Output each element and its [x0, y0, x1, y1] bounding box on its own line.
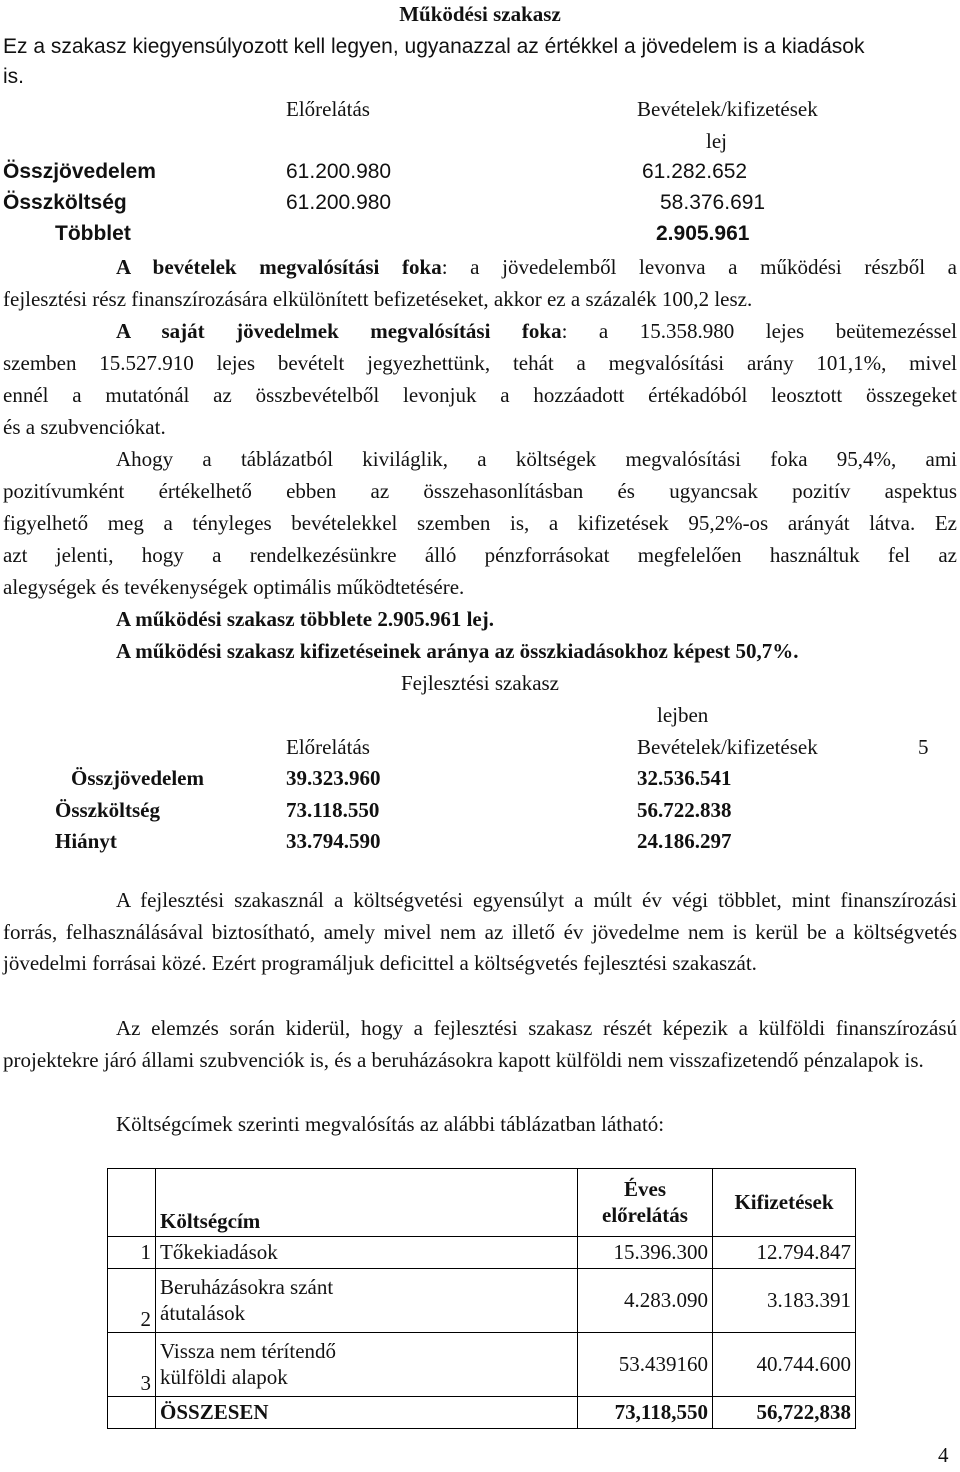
row-cost-title: [156, 1333, 578, 1397]
row-cost-title: [156, 1269, 578, 1333]
row-cost-title: Tőkekiadások: [156, 1237, 578, 1269]
header-cost-title: Költségcím: [156, 1169, 578, 1237]
operating-row-actual: 2.905.961: [656, 222, 750, 245]
operating-head-unit: lej: [706, 129, 727, 153]
operating-paragraph2-line1: [3, 319, 957, 343]
development-row-actual: 24.186.297: [637, 829, 732, 853]
table-total-row: [108, 1397, 856, 1429]
total-payments: 56,722,838: [713, 1397, 856, 1429]
header-annual-forecast: [578, 1169, 713, 1237]
operating-intro-line2: is.: [3, 65, 24, 88]
operating-paragraph3-line5: alegységek és tevékenységek optimális működtetésére.: [3, 575, 465, 599]
operating-surplus: A működési szakasz többlete 2.905.961 lej.: [116, 607, 494, 631]
operating-row-forecast: 61.200.980: [286, 160, 392, 183]
row-forecast: 4.283.090: [578, 1269, 713, 1333]
row-payments: 3.183.391: [713, 1269, 856, 1333]
operating-row-label: Összköltség: [3, 191, 127, 214]
operating-paragraph1-line2: fejlesztési rész finanszírozására elkülönített befizetéseket, akkor ez a százalék 100,2 lesz.: [3, 287, 753, 311]
operating-paragraph3-line3: figyelhető meg a tényleges bevételekkel szemben is, a kifizetések 95,2%-os arányát látva. Ez: [3, 511, 957, 535]
header-payments: Kifizetések: [713, 1169, 856, 1237]
table-row: [108, 1333, 856, 1397]
operating-intro-line1: Ez a szakasz kiegyensúlyozott kell legyen, ugyanazzal az értékkel a jövedelem is a kiadások: [3, 35, 865, 58]
operating-paragraph2-line3: ennél a mutatónál az összbevételből levonjuk a hozzáadott értékadóból leosztott összegeket: [3, 383, 957, 407]
own-income-degree-text: : a 15.358.980 lejes beütemezéssel: [561, 319, 957, 343]
row-cost-title-line1: Vissza nem térítendő: [160, 1339, 337, 1364]
operating-head-forecast: Előrelátás: [286, 97, 370, 121]
row-number: 2: [108, 1269, 156, 1333]
operating-row-actual: 58.376.691: [660, 191, 766, 214]
table-cell: [108, 1397, 156, 1429]
row-payments: 12.794.847: [713, 1237, 856, 1269]
total-label: ÖSSZESEN: [156, 1397, 578, 1429]
row-forecast: 15.396.300: [578, 1237, 713, 1269]
development-row-label: Összköltség: [55, 798, 160, 822]
row-number: 1: [108, 1237, 156, 1269]
total-forecast: 73,118,550: [578, 1397, 713, 1429]
page-number: 4: [938, 1443, 949, 1467]
operating-section-title: Működési szakasz: [399, 2, 561, 26]
operating-row-forecast: 61.200.980: [286, 191, 392, 214]
operating-payment-ratio: A működési szakasz kifizetéseinek aránya az összkiadásokhoz képest 50,7%.: [116, 639, 799, 663]
development-head-extra: 5: [918, 735, 929, 759]
development-head-forecast: Előrelátás: [286, 735, 370, 759]
operating-paragraph1-line1: [3, 255, 957, 279]
cost-title-table: [107, 1168, 856, 1429]
table-header-row: [108, 1169, 856, 1237]
operating-head-actual: Bevételek/kifizetések: [637, 97, 818, 121]
table-row: [108, 1269, 856, 1333]
development-head-actual: Bevételek/kifizetések: [637, 735, 818, 759]
row-forecast: 53.439160: [578, 1333, 713, 1397]
operating-paragraph2-line4: és a szubvenciókat.: [3, 415, 166, 439]
row-payments: 40.744.600: [713, 1333, 856, 1397]
development-row-label: Hiányt: [55, 829, 117, 853]
development-row-actual: 56.722.838: [637, 798, 732, 822]
header-annual-forecast-line2: előrelátás: [602, 1202, 688, 1227]
operating-paragraph3-line2: pozitívumként értékelhető ebben az összehasonlításban és ugyancsak pozitív aspektus: [3, 479, 957, 503]
revenue-degree-text: : a jövedelemből levonva a működési részből a: [441, 255, 957, 279]
operating-row-actual: 61.282.652: [642, 160, 748, 183]
development-row-forecast: 39.323.960: [286, 766, 381, 790]
development-row-forecast: 33.794.590: [286, 829, 381, 853]
development-row-actual: 32.536.541: [637, 766, 732, 790]
table-cell: [108, 1169, 156, 1237]
row-cost-title-line2: átutalások: [160, 1300, 246, 1325]
operating-paragraph2-line2: szemben 15.527.910 lejes bevételt jegyezhettünk, tehát a megvalósítási arány 101,1%, mivel: [3, 351, 957, 375]
development-paragraph2: Az elemzés során kiderül, hogy a fejlesztési szakasz részét képezik a külföldi finanszírozású projektekre járó állami szubvenciók is, és a beruházásokra kapott külföldi nem visszafizetendő pénzalapok is.: [3, 1016, 957, 1072]
row-number: 3: [108, 1333, 156, 1397]
operating-paragraph3-line1: Ahogy a táblázatból kiviláglik, a költségek megvalósítási foka 95,4%, ami: [116, 447, 957, 471]
row-cost-title-line2: külföldi alapok: [160, 1364, 288, 1389]
row-cost-title-line1: Beruházásokra szánt: [160, 1275, 334, 1300]
development-paragraph3: Költségcímek szerinti megvalósítás az alábbi táblázatban látható:: [116, 1112, 665, 1136]
operating-row-label: Többlet: [55, 222, 131, 245]
operating-paragraph3-line4: azt jelenti, hogy a rendelkezésünkre álló pénzforrásokat megfelelően használtuk fel az: [3, 543, 957, 567]
development-paragraph1: A fejlesztési szakasznál a költségvetési egyensúlyt a múlt év végi többlet, mint finanszírozási forrás, felhasználásával biztosítható, amely mivel nem az illető év jövedelme nem is kerül be a költségvetés jövedelmi forrásai közé. Ezért programáljuk deficittel a költségvetés fejlesztési szakaszát.: [3, 888, 957, 975]
table-row: [108, 1237, 856, 1269]
revenue-degree-label: A bevételek megvalósítási foka: [116, 255, 442, 279]
development-section-title: Fejlesztési szakasz: [400, 671, 560, 695]
own-income-degree-label: A saját jövedelmek megvalósítási foka: [116, 319, 562, 343]
header-annual-forecast-line1: Éves: [624, 1177, 666, 1202]
operating-row-label: Összjövedelem: [3, 160, 156, 183]
development-head-unit: lejben: [657, 703, 709, 727]
development-row-label: Összjövedelem: [71, 766, 204, 790]
development-row-forecast: 73.118.550: [286, 798, 380, 822]
